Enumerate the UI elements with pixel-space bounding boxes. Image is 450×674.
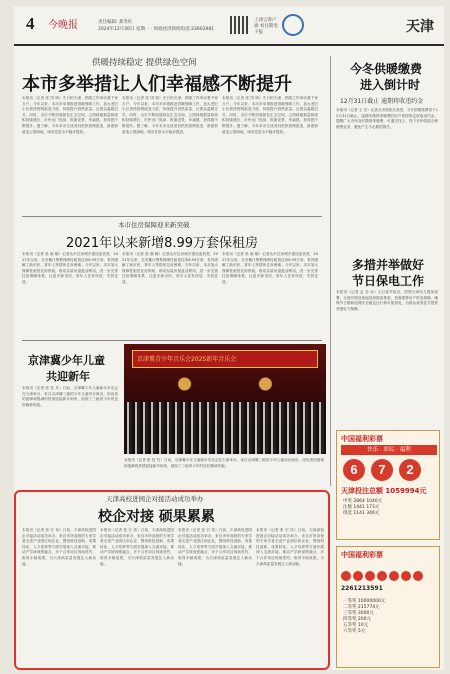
lottery-row: 注数 1441 173元 bbox=[343, 505, 380, 510]
lottery-ball: 2 bbox=[399, 459, 421, 481]
lottery-ball: 7 bbox=[371, 459, 393, 481]
lottery-table bbox=[343, 599, 435, 635]
lottery-ad-2 bbox=[336, 546, 440, 668]
rental-headline: 2021年以来新增8.99万套保租房 bbox=[66, 236, 259, 251]
youth-title-1: 京津冀少年儿童 bbox=[28, 354, 105, 367]
section-rule bbox=[22, 216, 322, 217]
lottery-ball: 6 bbox=[343, 459, 365, 481]
heating-title-1: 今冬供暖缴费 bbox=[350, 62, 423, 76]
lottery-jackpot: 天津投注总额 1059994元 bbox=[341, 487, 427, 495]
lottery-row: 中奖 2864 1040元 bbox=[343, 499, 383, 504]
lottery-ad-1 bbox=[336, 430, 440, 540]
column-divider bbox=[330, 56, 331, 486]
newspaper-page bbox=[14, 6, 444, 670]
lead-kicker: 供暖持续稳定 提供绿色空间 bbox=[92, 58, 197, 68]
lottery-row: 三等奖 3000元 bbox=[343, 611, 374, 616]
lottery-number: 2261213591 bbox=[341, 585, 383, 592]
youth-title-2: 共迎新年 bbox=[46, 370, 90, 383]
lottery-balls bbox=[343, 459, 427, 481]
lottery-row: 五等奖 10元 bbox=[343, 623, 369, 628]
lottery-brand: 中国福利彩票 bbox=[341, 551, 383, 559]
date-line: 2024年12月30日 星期一 · 时政经济新闻电话:23602981 bbox=[98, 27, 215, 32]
newspaper-logo-icon bbox=[282, 14, 304, 36]
editor-line: 责任编辑: 郑冬红 bbox=[98, 20, 133, 25]
youth-body: 本报讯（记者 张 钰 芃）日前，京津冀少年儿童新年音乐会在天津举办，来自京津冀三地的少年儿童同台演出，用优美的旋律和饱满的热情迎接新年到来，展现了三地青少年的良好精神风貌。 bbox=[22, 386, 118, 407]
rental-body-col2: 本报讯（记者 张 晓 娜）记者从市住房城乡建设委获悉，2021年以来，全市累计筹集保障性租赁住房8.99万套，有效缓解了新市民、青年人等群体住房困难。今年以来，本市加大保障性租赁住房供给，推动存量房屋盘活利用，进一步完善住房保障体系，让更多新市民、青年人住有所居、安居宜居。 bbox=[122, 252, 218, 284]
lead-body-col3: 本报讯（记者 张 国 明）冬日的天津，供暖工作牵动着千家万户。今年以来，本市多举措推进供暖保障工作，加大老旧小区供热管网改造力度，持续提升供热质量，让群众温暖过冬。同时，全市不断拓展绿色生态空间，公园绿地数量和面积持续增长，市民出门见绿、推窗见景，幸福感、获得感不断提升。据了解，今年本市完成老旧供热管网改造，新建和改造公园绿地，城市宜居水平稳步提高。 bbox=[222, 96, 318, 134]
section-rule bbox=[22, 340, 322, 341]
orchestra-stage bbox=[124, 402, 326, 454]
rental-body-col3: 本报讯（记者 张 晓 娜）记者从市住房城乡建设委获悉，2021年以来，全市累计筹集保障性租赁住房8.99万套，有效缓解了新市民、青年人等群体住房困难。今年以来，本市加大保障性租赁住房供给，推动存量房屋盘活利用，进一步完善住房保障体系，让更多新市民、青年人住有所居、安居宜居。 bbox=[222, 252, 318, 284]
qr-code-icon bbox=[230, 16, 248, 34]
lottery-table bbox=[343, 499, 435, 517]
section-title: 天津 bbox=[406, 19, 434, 35]
lead-body-col1: 本报讯（记者 张 国 明）冬日的天津，供暖工作牵动着千家万户。今年以来，本市多举措推进供暖保障工作，加大老旧小区供热管网改造力度，持续提升供热质量，让群众温暖过冬。同时，全市不断拓展绿色生态空间，公园绿地数量和面积持续增长，市民出门见绿、推窗见景，幸福感、获得感不断提升。据了解，今年本市完成老旧供热管网改造，新建和改造公园绿地，城市宜居水平稳步提高。 bbox=[22, 96, 118, 134]
page-number: 4 bbox=[26, 14, 35, 33]
lottery-brand: 中国福利彩票 bbox=[341, 435, 383, 443]
photo-banner bbox=[132, 350, 318, 368]
power-body: 本报讯（记者 孟 若 冰）元旦春节临近，国网天津电力提前部署，全面开展设备巡视和隐患排查，加强重要用户供电保障，确保节日期间电网安全稳定运行和可靠供电，为群众欢度佳节提供坚强电力保障。 bbox=[336, 290, 438, 311]
coop-body-col2: 本报讯（记者 张 宏 伟）日前，天津高校进园企对接活动成功举办，来自多所高校的专家学者走进产业园区和企业，围绕科技创新、成果转化、人才培养等方面开展深入交流对接，推动产学研深度融合，多个合作项目现场签约，取得丰硕成果，为天津高质量发展注入新动能。 bbox=[100, 528, 174, 566]
photo-banner-text: 京津冀青少年音乐会2025新年音乐会 bbox=[137, 356, 237, 363]
coop-body-col3: 本报讯（记者 张 宏 伟）日前，天津高校进园企对接活动成功举办，来自多所高校的专家学者走进产业园区和企业，围绕科技创新、成果转化、人才培养等方面开展深入交流对接，推动产学研深度融合，多个合作项目现场签约，取得丰硕成果，为天津高质量发展注入新动能。 bbox=[178, 528, 252, 566]
power-title-1: 多措并举做好 bbox=[352, 258, 425, 272]
masthead: 今晚报 bbox=[48, 20, 78, 31]
rental-kicker: 本市住房保障迎来新突破 bbox=[118, 221, 190, 229]
heating-title-2: 进入倒计时 bbox=[360, 78, 421, 92]
lottery-row: 二等奖 215774元 bbox=[343, 605, 380, 610]
power-title-2: 节日保电工作 bbox=[352, 274, 425, 288]
lottery-row: 六等奖 5元 bbox=[343, 629, 366, 634]
lead-headline: 本市多举措让人们幸福感不断提升 bbox=[22, 74, 292, 95]
heating-body: 本报讯（记者 王 音）记者从市供热办获悉，今冬供暖缴费将于12月31日截止，逾期未缴纳采暖费的用户将按规定收取违约金。提醒广大市民及时缴纳采暖费，可通过线上、线下多种渠道办理缴费业务，避免产生不必要的损失。 bbox=[336, 108, 438, 129]
coop-kicker: 天津高校进园企对接活动成功举办 bbox=[106, 495, 204, 503]
heating-subtitle: 12月31日截止 逾期将收违约金 bbox=[340, 98, 424, 105]
lottery-row: 四等奖 200元 bbox=[343, 617, 372, 622]
concert-photo bbox=[124, 344, 326, 454]
lead-body-col2: 本报讯（记者 张 国 明）冬日的天津，供暖工作牵动着千家万户。今年以来，本市多举措推进供暖保障工作，加大老旧小区供热管网改造力度，持续提升供热质量，让群众温暖过冬。同时，全市不断拓展绿色生态空间，公园绿地数量和面积持续增长，市民出门见绿、推窗见景，幸福感、获得感不断提升。据了解，今年本市完成老旧供热管网改造，新建和改造公园绿地，城市宜居水平稳步提高。 bbox=[122, 96, 218, 134]
lottery-row: 一等奖 10000000元 bbox=[343, 599, 386, 604]
page-header bbox=[14, 6, 444, 46]
coop-headline: 校企对接 硕果累累 bbox=[98, 509, 215, 525]
lottery-band: 快乐 · 彩民 · 福利 bbox=[341, 445, 437, 455]
photo-caption: 本报讯（记者 张 钰 芃）日前，京津冀少年儿童新年音乐会在天津举办，来自京津冀三地的少年儿童同台演出，用优美的旋律和饱满的热情迎接新年到来，展现了三地青少年的良好精神风貌。 bbox=[124, 458, 324, 468]
coop-body-col4: 本报讯（记者 张 宏 伟）日前，天津高校进园企对接活动成功举办，来自多所高校的专家学者走进产业园区和企业，围绕科技创新、成果转化、人才培养等方面开展深入交流对接，推动产学研深度融合，多个合作项目现场签约，取得丰硕成果，为天津高质量发展注入新动能。 bbox=[256, 528, 324, 566]
lottery-row: 组选 1141 346元 bbox=[343, 511, 380, 516]
rental-body-col1: 本报讯（记者 张 晓 娜）记者从市住房城乡建设委获悉，2021年以来，全市累计筹集保障性租赁住房8.99万套，有效缓解了新市民、青年人等群体住房困难。今年以来，本市加大保障性租赁住房供给，推动存量房屋盘活利用，进一步完善住房保障体系，让更多新市民、青年人住有所居、安居宜居。 bbox=[22, 252, 118, 284]
stage-lights bbox=[124, 372, 326, 402]
lottery-balls bbox=[341, 571, 425, 583]
coop-body-col1: 本报讯（记者 张 宏 伟）日前，天津高校进园企对接活动成功举办，来自多所高校的专家学者走进产业园区和企业，围绕科技创新、成果转化、人才培养等方面开展深入交流对接，推动产学研深度融合，多个合作项目现场签约，取得丰硕成果，为天津高质量发展注入新动能。 bbox=[22, 528, 96, 566]
qr-note: 上津云客户端 看往期电子报 bbox=[254, 18, 278, 35]
